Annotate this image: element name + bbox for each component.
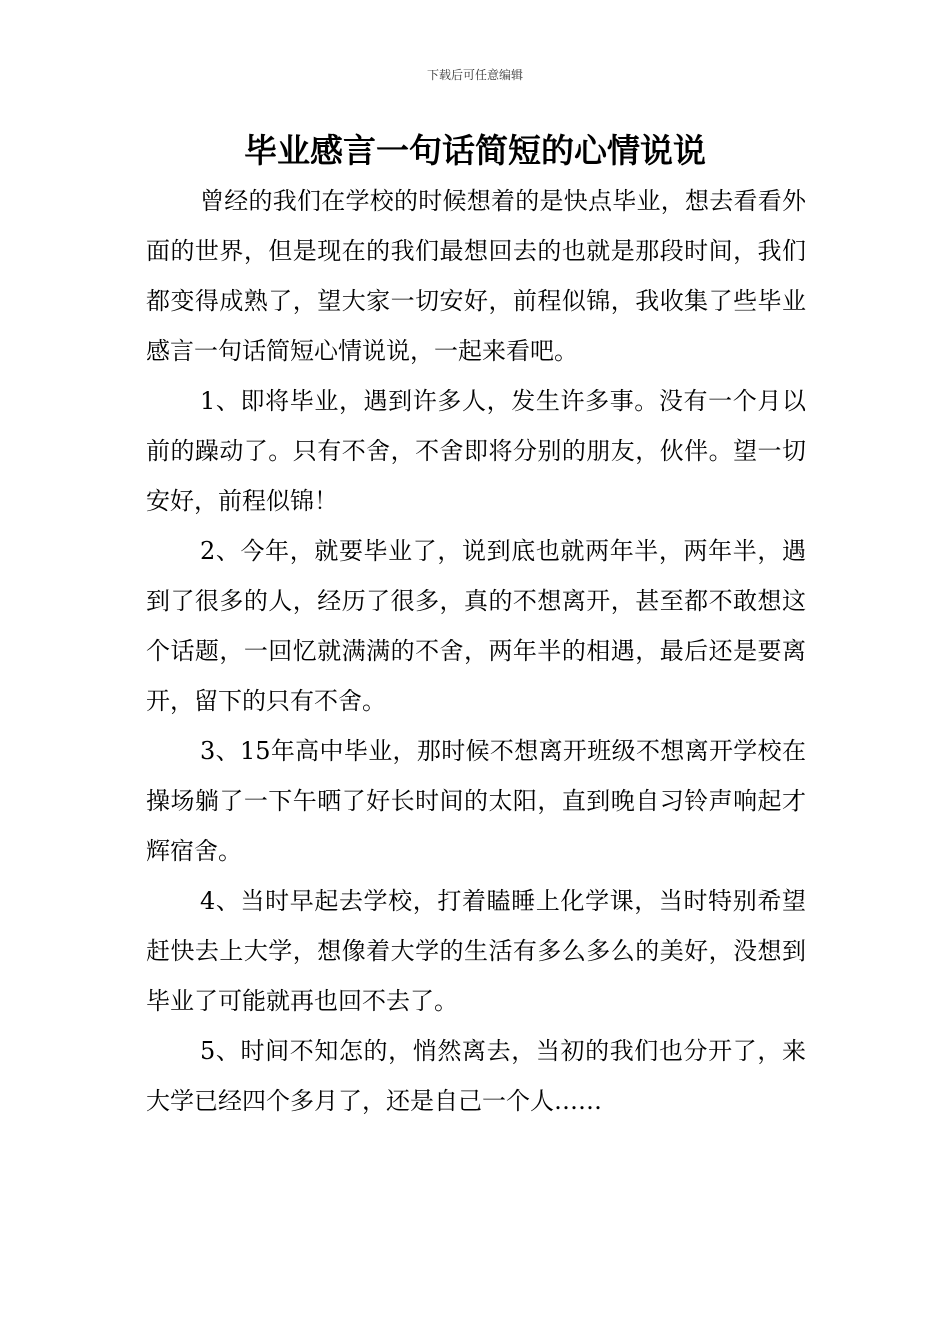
page-title: 毕业感言一句话简短的心情说说	[244, 131, 706, 170]
paragraph-item-5: 5、时间不知怎的，悄然离去，当初的我们也分开了，来大学已经四个多月了，还是自己一个人……	[146, 1037, 806, 1115]
intro-paragraph: 曾经的我们在学校的时候想着的是快点毕业，想去看看外面的世界，但是现在的我们最想回去的也就是那段时间，我们都变得成熟了，望大家一切安好，前程似锦，我收集了些毕业感言一句话简短心情说说，一起来看吧。	[146, 187, 806, 365]
paragraph-item-1: 1、即将毕业，遇到许多人，发生许多事。没有一个月以前的躁动了。只有不舍，不舍即将分别的朋友，伙伴。望一切安好，前程似锦！	[146, 387, 806, 515]
paragraph-item-4: 4、当时早起去学校，打着瞌睡上化学课，当时特别希望赶快去上大学，想像着大学的生活有多么多么的美好，没想到毕业了可能就再也回不去了。	[146, 887, 806, 1015]
header-note: 下载后可任意编辑	[426, 68, 523, 82]
paragraph-item-3: 3、15年高中毕业，那时候不想离开班级不想离开学校在操场躺了一下午晒了好长时间的太阳，直到晚自习铃声响起才辉宿舍。	[146, 737, 806, 865]
document-body	[146, 176, 806, 1126]
paragraph-item-2: 2、今年，就要毕业了，说到底也就两年半，两年半，遇到了很多的人，经历了很多，真的不想离开，甚至都不敢想这个话题，一回忆就满满的不舍，两年半的相遇，最后还是要离开，留下的只有不舍。	[146, 537, 806, 715]
